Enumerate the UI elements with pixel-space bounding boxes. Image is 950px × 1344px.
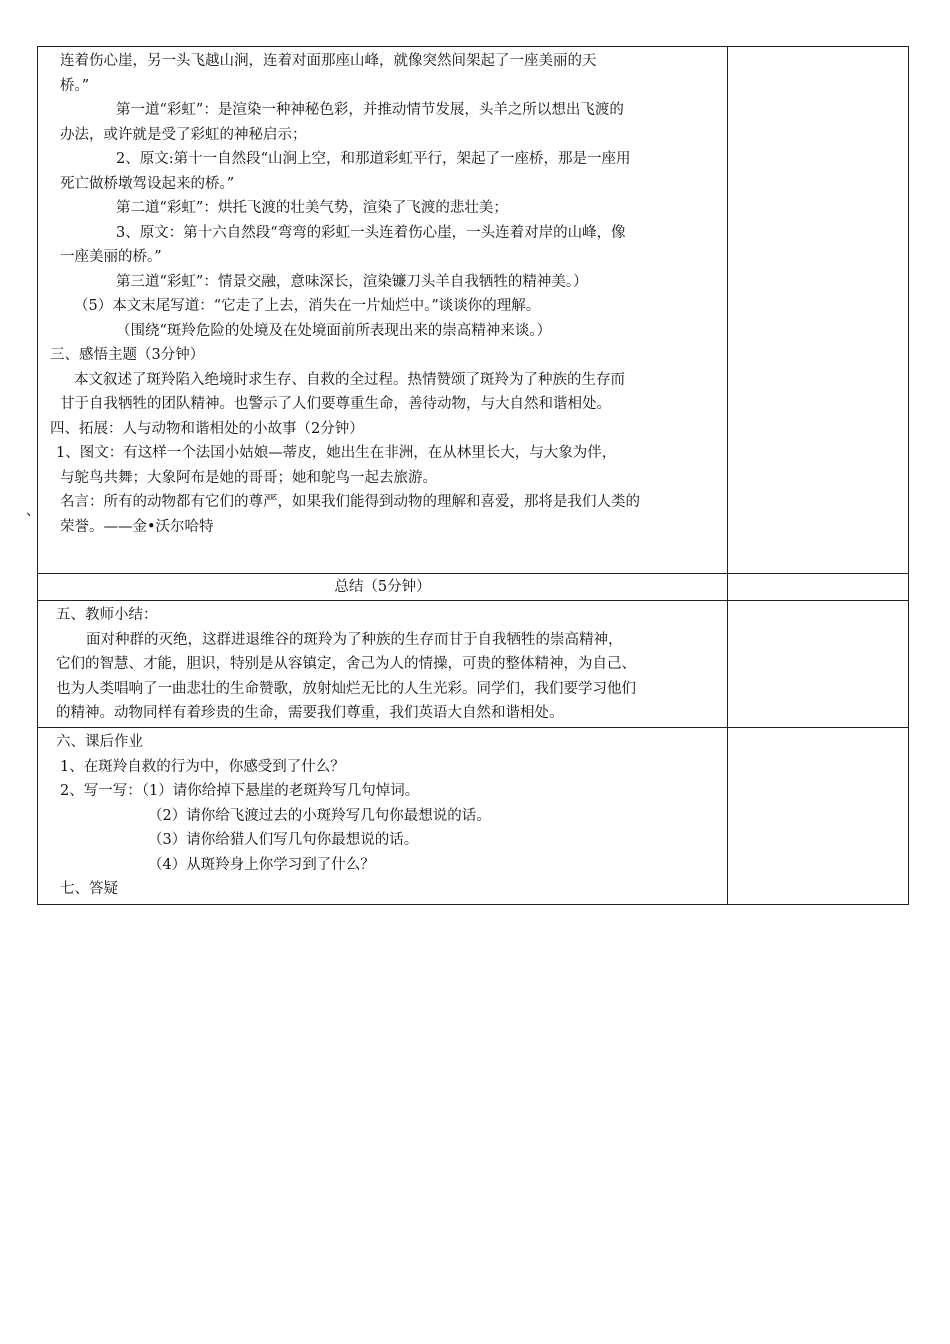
homework-item: （3）请你给猎人们写几句你最想说的话。 [148, 832, 419, 848]
notes-cell [728, 728, 909, 905]
text-line: 1、图文：有这样一个法国小姑娘—蒂皮，她出生在非洲，在从林里长大，与大象为伴， [56, 445, 617, 461]
table-row-teacher-summary [38, 601, 909, 728]
text-line: 2、原文:第十一自然段“山涧上空，和那道彩虹平行，架起了一座桥，那是一座用 [116, 151, 631, 167]
homework-item: 2、写一写：（1）请你给掉下悬崖的老斑羚写几句悼词。 [60, 783, 420, 799]
lesson-plan-table [37, 46, 909, 905]
section-heading: 六、课后作业 [56, 734, 143, 750]
text-line: 与鸵鸟共舞；大象阿布是她的哥哥；她和鸵鸟一起去旅游。 [60, 469, 437, 486]
text-line: 的精神。动物同样有着珍贵的生命，需要我们尊重，我们英语大自然和谐相处。 [56, 705, 564, 721]
table-row-summary-header [38, 574, 909, 601]
content-cell [38, 47, 728, 574]
section-heading: 四、拓展：人与动物和谐相处的小故事（2分钟） [50, 420, 364, 437]
homework-item: （2）请你给飞渡过去的小斑羚写几句你最想说的话。 [148, 807, 491, 824]
text-line: （围绕“斑羚危险的处境及在处境面前所表现出来的崇高精神来谈。） [116, 322, 552, 339]
text-line: 死亡做桥墩驾设起来的桥。” [60, 175, 235, 192]
text-line: （5）本文末尾写道：“它走了上去，消失在一片灿烂中。”谈谈你的理解。 [74, 298, 541, 314]
content-cell [38, 601, 728, 728]
text-line: 办法，或许就是受了彩虹的神秘启示； [60, 126, 307, 143]
text-line: 第三道“彩虹”：情景交融，意味深长，渲染镰刀头羊自我牺牲的精神美。） [116, 273, 588, 290]
quote-line: 名言：所有的动物都有它们的尊严，如果我们能得到动物的理解和喜爱，那将是我们人类的 [60, 494, 640, 510]
section-heading: 三、感悟主题（3分钟） [50, 347, 205, 363]
homework-item: 1、在斑羚自救的行为中，你感受到了什么？ [60, 758, 345, 775]
content-cell [38, 728, 728, 905]
text-line: 一座美丽的桥。” [60, 249, 162, 265]
text-line: 桥。” [60, 77, 90, 94]
quote-line: 荣誉。——金•沃尔哈特 [60, 518, 214, 535]
text-line: 甘于自我牺牲的团队精神。也警示了人们要尊重生命，善待动物，与大自然和谐相处。 [60, 396, 611, 412]
notes-cell [728, 47, 909, 574]
table-row-homework [38, 728, 909, 905]
table-row-analysis [38, 47, 909, 574]
text-line: 它们的智慧、才能，胆识，特别是从容镇定，舍己为人的情操，可贵的整体精神，为自己、 [56, 656, 636, 672]
summary-header: 总结（5分钟） [334, 579, 431, 595]
text-line: 第二道“彩虹”：烘托飞渡的壮美气势，渲染了飞渡的悲壮美； [116, 200, 508, 216]
notes-cell [728, 574, 909, 601]
margin-mark: 、 [26, 503, 40, 519]
text-line: 面对种群的灭绝，这群进退维谷的斑羚为了种族的生存而甘于自我牺牲的崇高精神， [86, 631, 623, 648]
text-line: 连着伤心崖，另一头飞越山涧，连着对面那座山峰，就像突然间架起了一座美丽的天 [60, 53, 597, 69]
text-line: 3、原文：第十六自然段“弯弯的彩虹一头连着伤心崖，一头连着对岸的山峰，像 [116, 224, 626, 241]
summary-header-cell [38, 574, 728, 601]
homework-item: （4）从斑羚身上你学习到了什么？ [148, 856, 375, 873]
text-line: 也为人类唱响了一曲悲壮的生命赞歌，放射灿烂无比的人生光彩。同学们，我们要学习他们 [56, 680, 636, 697]
section-heading: 七、答疑 [60, 881, 118, 897]
text-line: 本文叙述了斑羚陷入绝境时求生存、自救的全过程。热情赞颂了斑羚为了种族的生存而 [74, 371, 625, 388]
notes-cell [728, 601, 909, 728]
text-line: 第一道“彩虹”：是渲染一种神秘色彩，并推动情节发展，头羊之所以想出飞渡的 [116, 102, 624, 118]
section-heading: 五、教师小结： [56, 607, 158, 623]
